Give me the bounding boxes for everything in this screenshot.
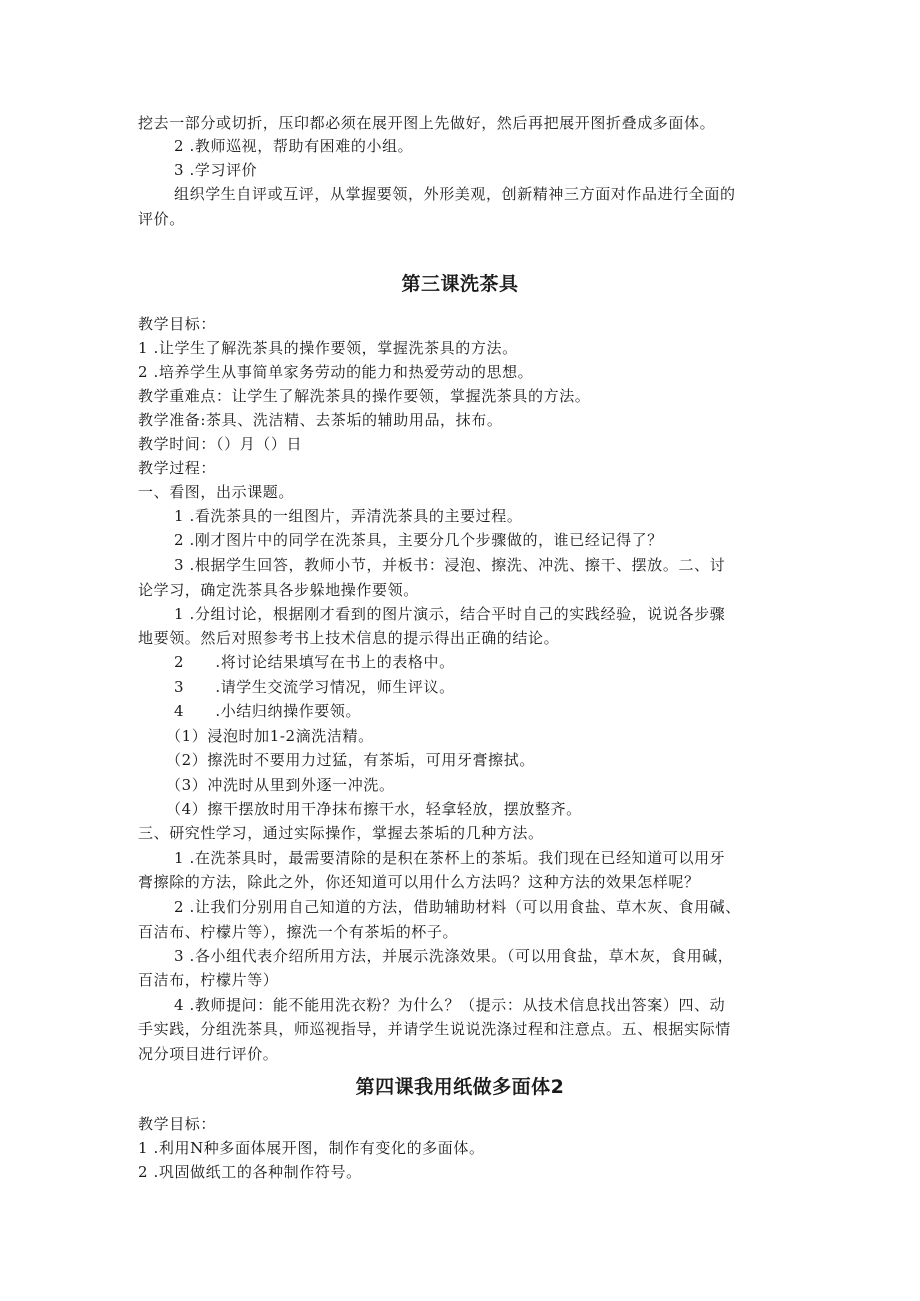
paragraph-line: 2 .刚才图片中的同学在洗茶具，主要分几个步骤做的，谁已经记得了？ xyxy=(174,531,663,549)
paragraph-line: 教学过程： xyxy=(138,459,217,477)
paragraph-line: 3 .根据学生回答，教师小节，并板书：浸泡、擦洗、冲洗、擦干、摆放。二、讨 xyxy=(174,556,726,574)
paragraph-line: 评价。 xyxy=(138,210,185,228)
paragraph-line: 4 .小结归纳操作要领。 xyxy=(174,702,362,720)
paragraph-line: 2 .将讨论结果填写在书上的表格中。 xyxy=(174,653,455,671)
paragraph-line: 教学重难点：让学生了解洗茶具的操作要领，掌握洗茶具的方法。 xyxy=(138,387,591,405)
paragraph-line: 3 .各小组代表介绍所用方法，并展示洗涤效果。（可以用食盐，草木灰，食用碱， xyxy=(174,947,734,965)
paragraph-line: 1 .在洗茶具时，最需要清除的是积在茶杯上的茶垢。我们现在已经知道可以用牙 xyxy=(174,849,726,867)
paragraph-line: 3 .请学生交流学习情况，师生评议。 xyxy=(174,678,455,696)
paragraph-line: 论学习，确定洗茶具各步躲地操作要领。 xyxy=(138,581,419,599)
paragraph-line: 百洁布，柠檬片等） xyxy=(138,971,279,989)
paragraph-line: （2）擦洗时不要用力过猛，有茶垢，可用牙膏擦拭。 xyxy=(166,751,535,769)
paragraph-line: 教学目标： xyxy=(138,1115,217,1133)
paragraph-line: 2 .巩固做纸工的各种制作符号。 xyxy=(138,1163,362,1181)
paragraph-line: 三、研究性学习，通过实际操作，掌握去茶垢的几种方法。 xyxy=(138,824,544,842)
paragraph-line: 膏擦除的方法，除此之外，你还知道可以用什么方法吗？这种方法的效果怎样呢？ xyxy=(138,873,700,891)
paragraph-line: 3 .学习评价 xyxy=(174,161,258,179)
paragraph-line: 地要领。然后对照参考书上技术信息的提示得出正确的结论。 xyxy=(138,629,560,647)
paragraph-line: 1 .利用N种多面体展开图，制作有变化的多面体。 xyxy=(138,1139,485,1157)
lesson-4-title: 第四课我用纸做多面体2 xyxy=(355,1076,565,1098)
lesson-3-title: 第三课洗茶具 xyxy=(401,273,519,295)
paragraph-line: 挖去一部分或切折，压印都必须在展开图上先做好，然后再把展开图折叠成多面体。 xyxy=(138,114,716,132)
paragraph-line: 一、看图，出示课题。 xyxy=(138,483,295,501)
paragraph-line: 2 .教师巡视，帮助有困难的小组。 xyxy=(174,137,414,155)
paragraph-line: 教学时间：（）月（）日 xyxy=(138,435,303,453)
paragraph-line: （4）擦干摆放时用干净抹布擦干水，轻拿轻放，摆放整齐。 xyxy=(166,800,582,818)
paragraph-line: 4 .教师提问：能不能用洗衣粉？为什么？（提示：从技术信息找出答案）四、动 xyxy=(174,996,726,1014)
paragraph-line: 1 .看洗茶具的一组图片，弄清洗茶具的主要过程。 xyxy=(174,507,523,525)
paragraph-line: 教学准备:茶具、洗洁精、去茶垢的辅助用品，抹布。 xyxy=(138,411,503,429)
paragraph-line: 况分项目进行评价。 xyxy=(138,1045,279,1063)
paragraph-line: 2 .培养学生从事简单家务劳动的能力和热爱劳动的思想。 xyxy=(138,363,534,381)
paragraph-line: 组织学生自评或互评，从掌握要领，外形美观，创新精神三方面对作品进行全面的 xyxy=(174,185,736,203)
paragraph-line: 1 .让学生了解洗茶具的操作要领，掌握洗茶具的方法。 xyxy=(138,339,518,357)
paragraph-line: 2 .让我们分别用自己知道的方法，借助辅助材料（可以用食盐、草木灰、食用碱、 xyxy=(174,898,741,916)
paragraph-line: （3）冲洗时从里到外逐一冲洗。 xyxy=(166,776,395,794)
paragraph-line: （1）浸泡时加1-2滴洗洁精。 xyxy=(166,727,374,745)
paragraph-line: 1 .分组讨论，根据刚才看到的图片演示，结合平时自己的实践经验，说说各步骤 xyxy=(174,605,726,623)
paragraph-line: 手实践，分组洗茶具，师巡视指导，并请学生说说洗涤过程和注意点。五、根据实际情 xyxy=(138,1020,731,1038)
paragraph-line: 教学目标： xyxy=(138,315,217,333)
paragraph-line: 百洁布、柠檬片等），擦洗一个有茶垢的杯子。 xyxy=(138,923,459,941)
